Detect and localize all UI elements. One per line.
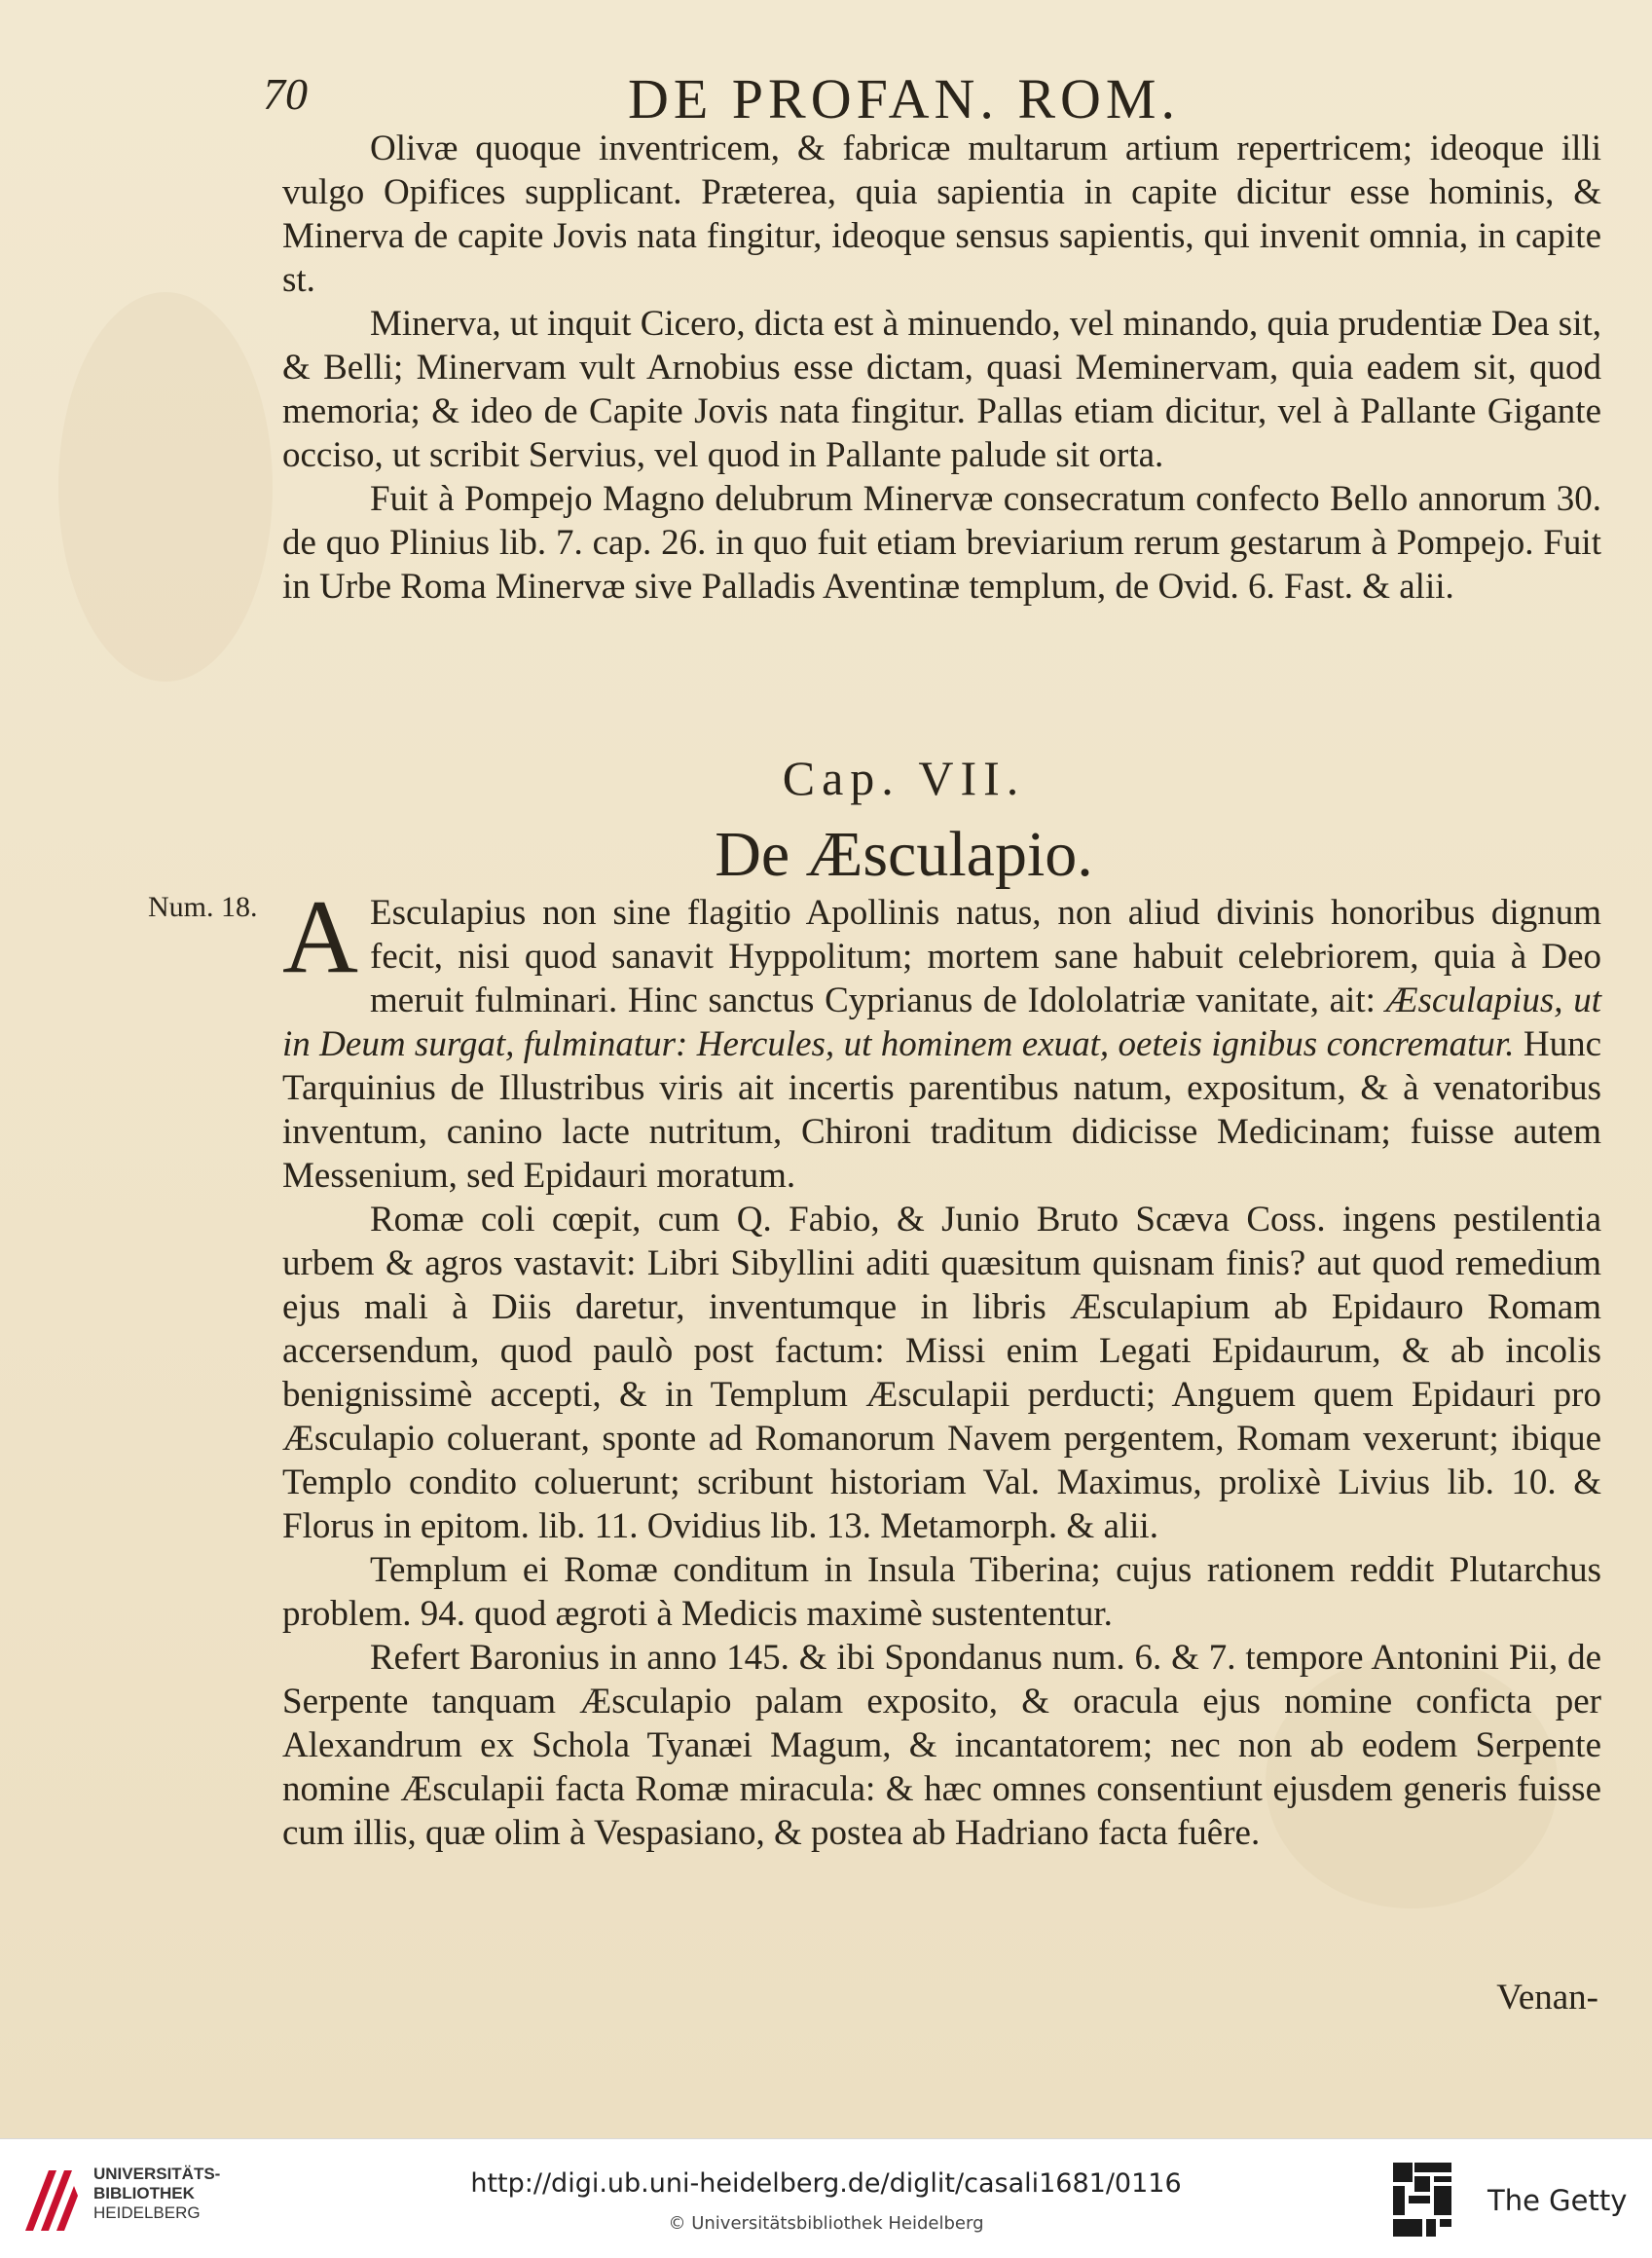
margin-note: Num. 18. xyxy=(148,891,258,923)
paragraph: Fuit à Pompejo Magno delubrum Minervæ consecratum confecto Bello annorum 30. de quo Plinius lib. 7. cap. 26. in quo fuit etiam breviarium rerum gestarum à Pompejo. Fuit in Urbe Roma Minervæ sive Palladis Aventinæ templum, de Ovid. 6. Fast. & alii. xyxy=(282,479,1601,607)
getty-monogram-icon[interactable] xyxy=(1387,2157,1457,2242)
page-number: 70 xyxy=(263,69,308,119)
running-head: DE PROFAN. ROM. xyxy=(627,67,1180,130)
paragraph xyxy=(282,879,1601,1198)
catchword: Venan- xyxy=(1496,1978,1598,2017)
italic-quotation: Æsculapius, ut in Deum surgat, fulminatur: Hercules, ut hominem exuat, oeteis ignibus concrematur. xyxy=(282,981,1601,1064)
library-name-line: HEIDELBERG xyxy=(93,2203,201,2222)
paragraph: Refert Baronius in anno 145. & ibi Spondanus num. 6. & 7. tempore Antonini Pii, de Serpente tanquam Æsculapio palam exposito, & oracula ejus nomine conficta per Alexandrum ex Schola Tyanæi Magum, & incantatorem; nec non ab eodem Serpente nomine Æsculapii facta Romæ miracula: & hæc omnes consentiunt ejusdem generis fuisse cum illis, quæ olim à Vespasiano, & postea ab Hadriano facta fuêre. xyxy=(282,1638,1601,1853)
library-name-line: UNIVERSITÄTS- xyxy=(93,2165,221,2183)
section-minerva-text xyxy=(282,127,1601,609)
paragraph: Templum ei Romæ conditum in Insula Tiberina; cujus rationem reddit Plutarchus problem. 94. quod ægroti à Medicis maximè sustententur. xyxy=(282,1550,1601,1634)
paragraph: Romæ coli cœpit, cum Q. Fabio, & Junio Bruto Scæva Coss. ingens pestilentia urbem & agros vastavit: Libri Sibyllini aditi quæsitum quisnam finis? aut quod remedium ejus mali à Diis daretur, inventumque in libris Æsculapium ab Epidauro Romam accersendum, quod paulò post factum: Missi enim Legati Epidaurum, & ab incolis benignissimè accepti, & in Templum Æsculapii perducti; Anguem quem Epidauri pro Æsculapio coluerant, sponte ad Romanorum Navem pergentem, Romam vexerunt; ibique Templo condito coluerunt; scribunt historiam Val. Maximus, prolixè Livius lib. 10. & Florus in epitom. lib. 11. Ovidius lib. 13. Metamorph. & alii. xyxy=(282,1200,1601,1546)
paragraph: Olivæ quoque inventricem, & fabricæ multarum artium repertricem; ideoque illi vulgo Opifices supplicant. Præterea, quia sapientia in capite dicitur esse hominis, & Minerva de capite Jovis nata fingitur, ideoque sensus sapientis, qui invenit omnia, in capite st. xyxy=(282,129,1601,300)
chapter-title: De Æsculapio. xyxy=(715,819,1093,890)
getty-name: The Getty xyxy=(1487,2184,1628,2217)
text-run: Esculapius non sine flagitio Apollinis natus, non aliud divinis honoribus dignum fecit, nisi quod sanavit Hyppolitum; mortem sane habuit celebriorem, quia à Deo meruit fulminari. Hinc sanctus Cyprianus de Idololatriæ vanitate, ait: xyxy=(370,893,1601,1020)
section-aesculapius-text xyxy=(282,879,1601,1855)
copyright-notice: © Universitätsbibliothek Heidelberg xyxy=(668,2213,984,2234)
library-name-line: BIBLIOTHEK xyxy=(93,2184,195,2202)
chapter-number: Cap. VII. xyxy=(782,751,1026,805)
viewer-footer xyxy=(0,2138,1652,2258)
text-run: Hunc Tarquinius de Illustribus viris ait incertis parentibus natum, expositum, & à venatoribus inventum, canino lacte nutritum, Chironi traditum didicisse Medicinam; fuisse autem Messenium, sed Epidauri moratum. xyxy=(282,1024,1601,1196)
drop-cap: A xyxy=(282,879,358,995)
page-header xyxy=(263,67,1545,130)
paragraph: Minerva, ut inquit Cicero, dicta est à minuendo, vel minando, quia prudentiæ Dea sit, & Belli; Minervam vult Arnobius esse dictam, quasi Meminervam, quia eadem sit, quod memoria; & ideo de Capite Jovis nata fingitur. Pallas etiam dicitur, vel à Pallante Gigante occiso, ut scribit Servius, vel quod in Pallante palude sit orta. xyxy=(282,304,1601,475)
paper-stain xyxy=(58,292,273,682)
permalink-url[interactable]: http://digi.ub.uni-heidelberg.de/diglit/casali1681/0116 xyxy=(470,2168,1182,2199)
